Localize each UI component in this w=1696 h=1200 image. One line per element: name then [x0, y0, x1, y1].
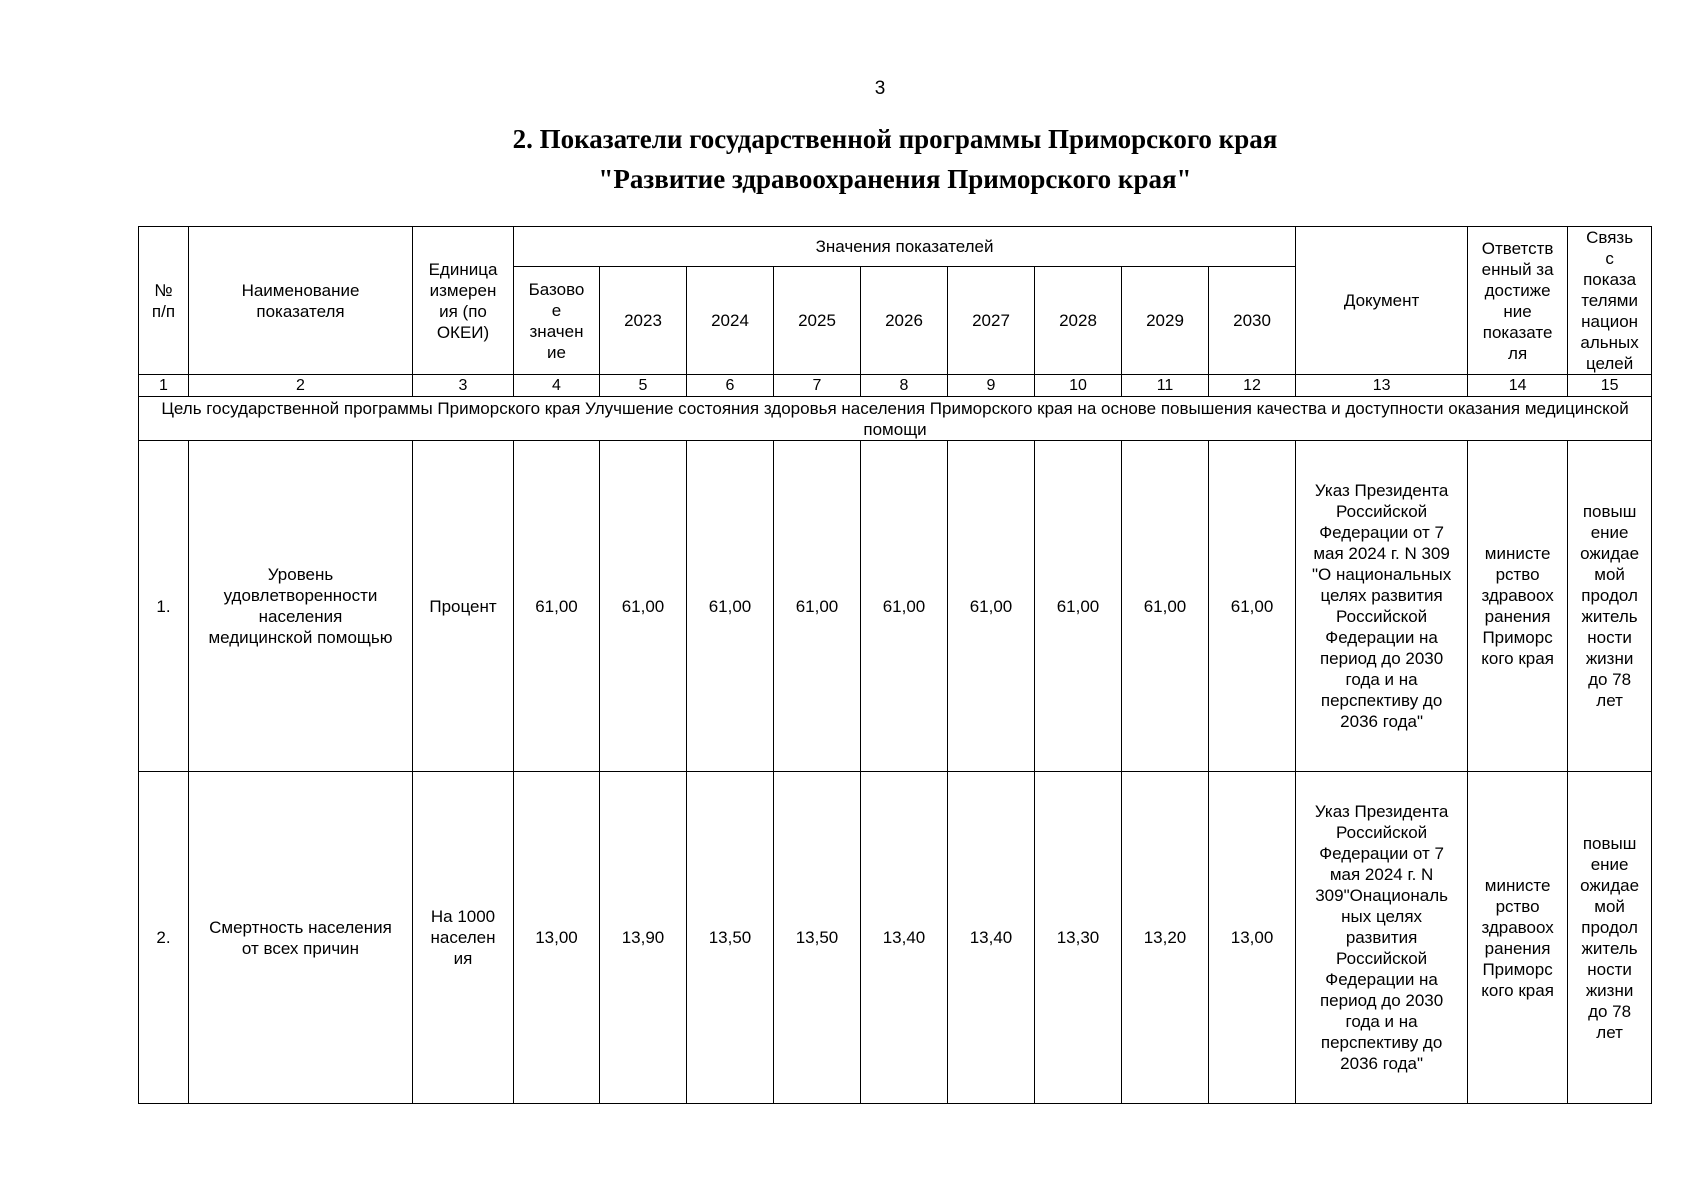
header-document: Документ [1296, 227, 1468, 375]
year-value: 13,40 [948, 772, 1035, 1104]
column-number: 12 [1209, 375, 1296, 397]
year-value: 61,00 [948, 441, 1035, 772]
header-year: 2025 [774, 267, 861, 375]
year-value: 13,30 [1035, 772, 1122, 1104]
year-value: 61,00 [861, 441, 948, 772]
table-row [139, 772, 1652, 1104]
indicators-table [138, 226, 1652, 1104]
header-name: Наименование показателя [189, 227, 413, 375]
indicator-name: Уровень удовлетворенности населения медицинской помощью [189, 441, 413, 772]
year-value: 13,40 [861, 772, 948, 1104]
column-number: 9 [948, 375, 1035, 397]
year-value: 61,00 [687, 441, 774, 772]
national-goal-link: повыш ение ожидае мой продол житель ности жизни до 78 лет [1568, 441, 1652, 772]
column-number: 10 [1035, 375, 1122, 397]
national-goal-link: повыш ение ожидае мой продол житель ности жизни до 78 лет [1568, 772, 1652, 1104]
year-value: 13,50 [687, 772, 774, 1104]
responsible: министе рство здравоох ранения Приморс кого края [1468, 772, 1568, 1104]
document-ref: Указ Президента Российской Федерации от 7 мая 2024 г. N 309"Онациональ ных целях развития Российской Федерации на период до 2030 года и на перспективу до 2036 года" [1296, 772, 1468, 1104]
year-value: 61,00 [1209, 441, 1296, 772]
column-number: 7 [774, 375, 861, 397]
column-number: 8 [861, 375, 948, 397]
header-year: 2023 [600, 267, 687, 375]
column-number: 14 [1468, 375, 1568, 397]
year-value: 13,90 [600, 772, 687, 1104]
column-number: 5 [600, 375, 687, 397]
year-value: 13,00 [1209, 772, 1296, 1104]
header-year: 2029 [1122, 267, 1209, 375]
document-subtitle: "Развитие здравоохранения Приморского края" [598, 164, 1192, 194]
indicator-name: Смертность населения от всех причин [189, 772, 413, 1104]
header-row-group [139, 227, 1652, 267]
column-number: 4 [514, 375, 600, 397]
year-value: 61,00 [600, 441, 687, 772]
header-responsible: Ответств енный за достиже ние показате ля [1468, 227, 1568, 375]
row-number: 2. [139, 772, 189, 1104]
column-number-row [139, 375, 1652, 397]
header-num: № п/п [139, 227, 189, 375]
year-value: 61,00 [1122, 441, 1209, 772]
header-link: Связь с показа телями национ альных целей [1568, 227, 1652, 375]
column-number: 13 [1296, 375, 1468, 397]
indicator-unit: Процент [413, 441, 514, 772]
document-ref: Указ Президента Российской Федерации от 7 мая 2024 г. N 309 "О национальных целях развития Российской Федерации на период до 2030 года и на перспективу до 2036 года" [1296, 441, 1468, 772]
page-number: 3 [874, 78, 886, 99]
goal-row [139, 397, 1652, 441]
header-values-group: Значения показателей [514, 227, 1296, 267]
header-year: 2026 [861, 267, 948, 375]
year-value: 13,20 [1122, 772, 1209, 1104]
responsible: министе рство здравоох ранения Приморс кого края [1468, 441, 1568, 772]
program-goal: Цель государственной программы Приморского края Улучшение состояния здоровья населения Приморского края на основе повышения качества и доступности оказания медицинской помощи [139, 397, 1652, 441]
table-row [139, 441, 1652, 772]
year-value: 13,50 [774, 772, 861, 1104]
header-year: 2030 [1209, 267, 1296, 375]
column-number: 1 [139, 375, 189, 397]
column-number: 3 [413, 375, 514, 397]
row-number: 1. [139, 441, 189, 772]
year-value: 61,00 [774, 441, 861, 772]
header-unit: Единица измерен ия (по ОКЕИ) [413, 227, 514, 375]
base-value: 61,00 [514, 441, 600, 772]
column-number: 2 [189, 375, 413, 397]
document-title: 2. Показатели государственной программы Приморского края [512, 124, 1278, 154]
year-value: 61,00 [1035, 441, 1122, 772]
base-value: 13,00 [514, 772, 600, 1104]
header-year: 2024 [687, 267, 774, 375]
header-base: Базово е значен ие [514, 267, 600, 375]
header-year: 2028 [1035, 267, 1122, 375]
indicator-unit: На 1000 населен ия [413, 772, 514, 1104]
column-number: 15 [1568, 375, 1652, 397]
column-number: 11 [1122, 375, 1209, 397]
column-number: 6 [687, 375, 774, 397]
header-year: 2027 [948, 267, 1035, 375]
